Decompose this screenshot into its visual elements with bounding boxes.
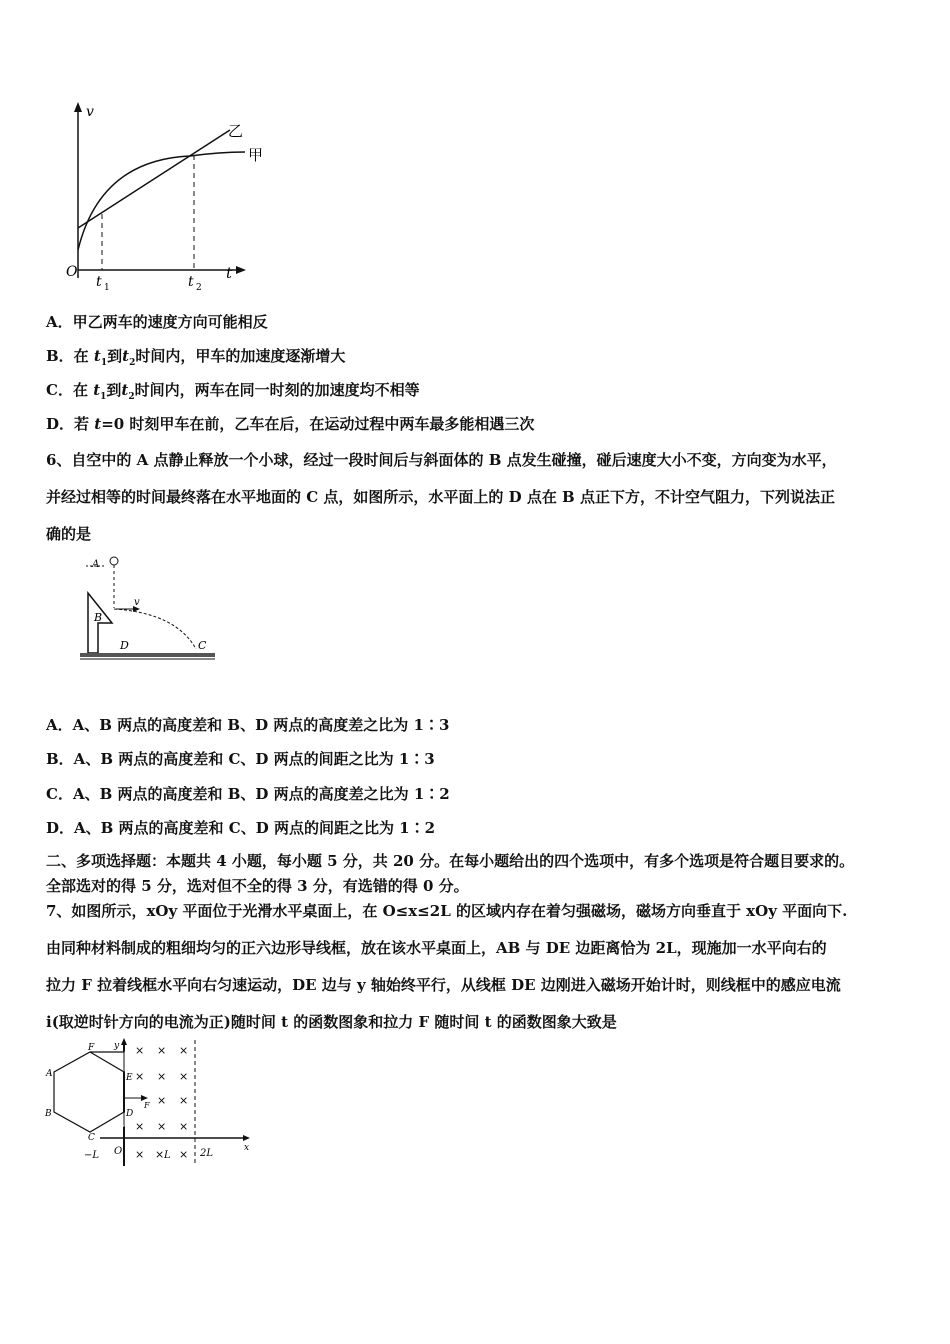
svg-text:F: F bbox=[88, 1043, 95, 1053]
q5-option-a: A．甲乙两车的速度方向可能相反 bbox=[46, 313, 268, 331]
hexagon-magnetic-field-figure bbox=[40, 1038, 255, 1168]
curve-jia bbox=[78, 152, 245, 250]
t1-label: t bbox=[96, 274, 102, 290]
t2-label: t bbox=[188, 274, 194, 290]
svg-text:×: × bbox=[157, 1120, 167, 1133]
point-a-label: A bbox=[92, 559, 100, 570]
q6-option-d: D．A、B 两点的高度差和 C、D 两点的间距之比为 1∶2 bbox=[46, 819, 436, 837]
svg-text:A: A bbox=[46, 1069, 53, 1079]
svg-text:x: x bbox=[244, 1143, 250, 1153]
svg-text:×: × bbox=[179, 1148, 189, 1161]
svg-text:E: E bbox=[126, 1073, 133, 1083]
q6-stem-line3: 确的是 bbox=[46, 525, 92, 543]
q6-stem-line1: 6、自空中的 A 点静止释放一个小球，经过一段时间后与斜面体的 B 点发生碰撞，碰后速度大小不变，方向变为水平， bbox=[46, 451, 837, 469]
q7-stem-line2: 由同种材料制成的粗细均匀的正六边形导线框，放在该水平桌面上，AB 与 DE 边距离恰为 2L，现施加一水平向右的 bbox=[46, 939, 827, 957]
svg-text:−L: −L bbox=[84, 1150, 100, 1161]
svg-text:F: F bbox=[144, 1101, 150, 1110]
section2-header-line1: 二、多项选择题：本题共 4 小题，每小题 5 分，共 20 分。在每小题给出的四个选项中，有多个选项是符合题目要求的。 bbox=[46, 852, 855, 870]
q5-option-b: B．在 $t_1$到$t_2$时间内，甲车的加速度逐渐增大 bbox=[46, 347, 346, 368]
v-axis-label: v bbox=[86, 104, 94, 120]
svg-text:1: 1 bbox=[104, 283, 110, 290]
svg-text:×: × bbox=[135, 1070, 145, 1083]
velocity-label: v bbox=[134, 597, 140, 608]
svg-text:×: × bbox=[135, 1148, 145, 1161]
section2-header-line2: 全部选对的得 5 分，选对但不全的得 3 分，有选错的得 0 分。 bbox=[46, 877, 469, 895]
q6-option-c: C．A、B 两点的高度差和 B、D 两点的高度差之比为 1∶2 bbox=[46, 785, 450, 803]
point-d-label: D bbox=[120, 639, 129, 652]
svg-text:D: D bbox=[126, 1109, 134, 1119]
q6-stem-line2: 并经过相等的时间最终落在水平地面的 C 点，如图所示，水平面上的 D 点在 B 点正下方，不计空气阻力，下列说法正 bbox=[46, 488, 835, 506]
svg-text:×: × bbox=[179, 1094, 189, 1107]
svg-text:O: O bbox=[114, 1146, 123, 1157]
svg-text:B: B bbox=[45, 1109, 52, 1119]
svg-text:2: 2 bbox=[196, 283, 202, 290]
svg-text:×: × bbox=[135, 1120, 145, 1133]
svg-text:C: C bbox=[88, 1133, 95, 1143]
svg-text:2L: 2L bbox=[200, 1148, 214, 1159]
line-yi bbox=[78, 130, 230, 228]
q5-option-d: D．若 t=0 时刻甲车在前，乙车在后，在运动过程中两车最多能相遇三次 bbox=[46, 415, 535, 433]
q7-stem-line4: i(取逆时针方向的电流为正)随时间 t 的函数图象和拉力 F 随时间 t 的函数图象大致是 bbox=[46, 1013, 617, 1031]
svg-text:×: × bbox=[179, 1120, 189, 1133]
velocity-time-graph bbox=[60, 100, 280, 290]
origin-label: O bbox=[66, 264, 78, 280]
svg-text:×: × bbox=[157, 1070, 167, 1083]
yi-label: 乙 bbox=[228, 122, 244, 140]
q7-stem-line3: 拉力 F 拉着线框水平向右匀速运动，DE 边与 y 轴始终平行，从线框 DE 边刚进入磁场开始计时，则线框中的感应电流 bbox=[46, 976, 841, 994]
q5-option-c: C．在 $t_1$到$t_2$时间内，两车在同一时刻的加速度均不相等 bbox=[46, 381, 420, 402]
t-axis-label: t bbox=[226, 264, 233, 282]
svg-text:×: × bbox=[179, 1070, 189, 1083]
q7-stem-line1: 7、如图所示，xOy 平面位于光滑水平桌面上，在 O≤x≤2L 的区域内存在着匀强磁场，磁场方向垂直于 xOy 平面向下. bbox=[46, 902, 848, 920]
q6-option-a: A．A、B 两点的高度差和 B、D 两点的高度差之比为 1∶3 bbox=[46, 716, 450, 734]
point-b-label: B bbox=[94, 611, 103, 624]
jia-label: 甲 bbox=[248, 146, 264, 164]
svg-text:×: × bbox=[157, 1094, 167, 1107]
svg-text:×: × bbox=[157, 1044, 167, 1057]
point-c-label: C bbox=[198, 639, 207, 652]
svg-text:×: × bbox=[135, 1044, 145, 1057]
svg-text:×: × bbox=[155, 1148, 165, 1161]
q6-option-b: B．A、B 两点的高度差和 C、D 两点的间距之比为 1∶3 bbox=[46, 750, 435, 768]
svg-text:×: × bbox=[179, 1044, 189, 1057]
incline-ball-figure bbox=[76, 553, 221, 668]
svg-text:y: y bbox=[114, 1041, 120, 1051]
svg-text:L: L bbox=[164, 1150, 171, 1161]
